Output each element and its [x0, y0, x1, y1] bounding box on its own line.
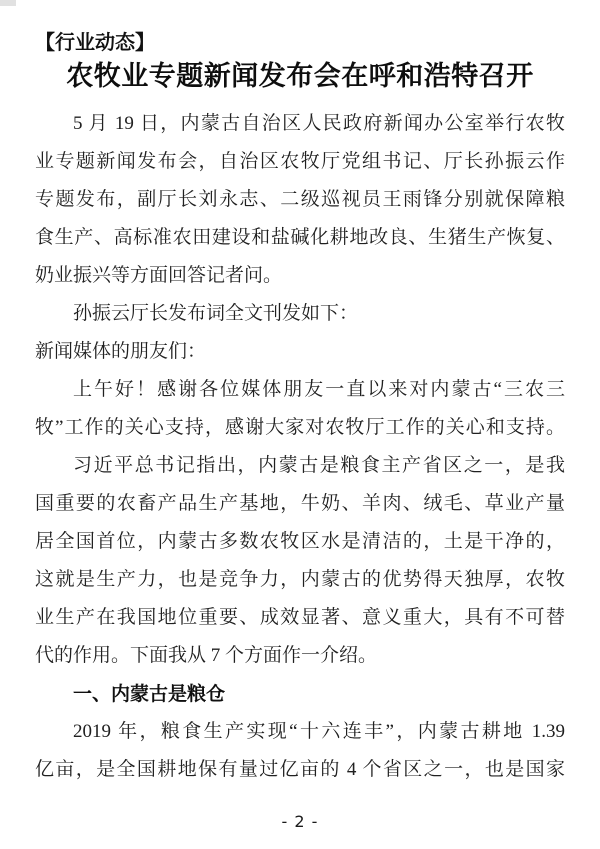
- body-line: 2019 年，粮食生产实现“十六连丰”，内蒙古耕地 1.39: [73, 721, 565, 742]
- body-line: 新闻媒体的朋友们：: [35, 341, 207, 362]
- body-line: 代的作用。下面我从 7 个方面作一介绍。: [35, 645, 378, 666]
- scan-artifact: [0, 0, 16, 6]
- body-line: 亿亩，是全国耕地保有量过亿亩的 4 个省区之一，也是国家: [35, 759, 565, 780]
- body-line: 专题发布，副厅长刘永志、二级巡视员王雨锋分别就保障粮: [35, 189, 565, 210]
- body-line: 业专题新闻发布会，自治区农牧厅党组书记、厅长孙振云作: [35, 151, 565, 172]
- section-heading: 一、内蒙古是粮仓: [73, 683, 226, 705]
- body-line: 国重要的农畜产品生产基地，牛奶、羊肉、绒毛、草业产量: [35, 493, 565, 514]
- body-line: 这就是生产力，也是竞争力，内蒙古的优势得天独厚，农牧: [35, 569, 565, 590]
- body-line: 业生产在我国地位重要、成效显著、意义重大，具有不可替: [35, 607, 565, 628]
- body-line: 习近平总书记指出，内蒙古是粮食主产省区之一，是我: [73, 455, 565, 476]
- page-number: - 2 -: [281, 812, 319, 831]
- body-line: 5 月 19 日，内蒙古自治区人民政府新闻办公室举行农牧: [73, 113, 565, 134]
- body-line: 牧”工作的关心支持，感谢大家对农牧厅工作的关心和支持。: [35, 417, 565, 438]
- section-label: 【行业动态】: [35, 30, 155, 54]
- body-line: 食生产、高标准农田建设和盐碱化耕地改良、生猪生产恢复、: [35, 227, 565, 248]
- body-line: 上午好！感谢各位媒体朋友一直以来对内蒙古“三农三: [73, 379, 565, 400]
- body-line: 居全国首位，内蒙古多数农牧区水是清洁的，土是干净的，: [35, 531, 565, 552]
- document-body: [35, 105, 565, 789]
- body-line: 奶业振兴等方面回答记者问。: [35, 265, 283, 286]
- body-line: 孙振云厅长发布词全文刊发如下：: [73, 303, 359, 324]
- page-title: 农牧业专题新闻发布会在呼和浩特召开: [66, 61, 534, 91]
